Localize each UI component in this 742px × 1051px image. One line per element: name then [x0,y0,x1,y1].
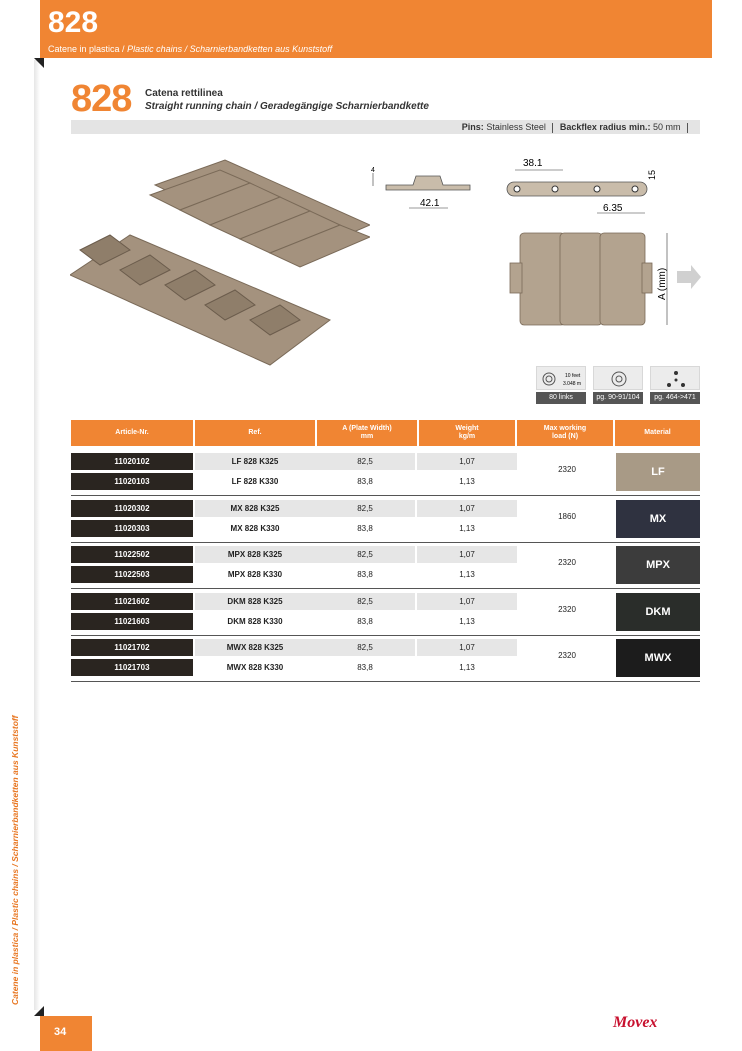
reference: MWX 828 K325 [195,639,315,656]
plate-width: 83,8 [357,570,373,579]
group-divider [71,681,700,682]
pins-value: Stainless Steel [486,122,546,132]
top-view-drawing [505,155,665,220]
header-subtitle-it: Catene in plastica / [48,44,125,54]
plate-width: 83,8 [357,663,373,672]
max-load: 1860 [558,511,576,521]
plate-width: 82,5 [315,546,415,563]
sprocket-icon [593,366,643,390]
dim-thickness: 15 [647,169,657,180]
group-divider [71,588,700,589]
product-subtitle: Straight running chain / Geradegängige Scharnierbandkette [145,101,429,112]
material-swatch: LF [616,453,700,491]
accessories-icon [650,366,700,390]
plate-width: 82,5 [315,639,415,656]
material-swatch: DKM [616,593,700,631]
spec-bar [71,120,700,134]
weight: 1,13 [459,523,475,533]
material-swatch: MPX [616,546,700,584]
group-divider [71,495,700,496]
chain-image [70,155,370,375]
header-number: 828 [48,6,99,39]
table-row [71,520,700,538]
dim-pitch: 38.1 [523,158,543,169]
article-number: 11020102 [71,453,193,470]
article-number: 11022502 [71,546,193,563]
plate-width: 82,5 [315,500,415,517]
plate-width: 83,8 [357,477,373,486]
spec-separator [552,123,553,133]
weight: 1,07 [417,500,517,517]
plate-drawing [505,225,705,330]
product-number: 828 [71,78,132,120]
th-material: Material [615,420,700,446]
max-load: 2320 [558,604,576,614]
reference: LF 828 K325 [195,453,315,470]
reference: LF 828 K330 [231,477,279,486]
material-swatch: MX [616,500,700,538]
weight: 1,07 [417,639,517,656]
article-number: 11021703 [71,659,193,676]
plate-width: 82,5 [315,593,415,610]
icon-row [536,366,702,406]
weight: 1,07 [417,593,517,610]
footer-corner [34,1006,44,1016]
reference: MPX 828 K325 [195,546,315,563]
article-number: 11020303 [71,520,193,537]
roll-label: 80 links [536,392,586,404]
header-subtitle-rest: Plastic chains / Scharnierbandketten aus Kunststoff [127,44,333,54]
plate-width: 83,8 [357,616,373,626]
group-divider [71,542,700,543]
reference: MX 828 K325 [195,500,315,517]
reference: DKM 828 K330 [227,616,283,626]
roll-text-2: 3.048 m [563,381,582,387]
max-load: 2320 [558,558,576,567]
article-number: 11020302 [71,500,193,517]
th-max-load: Max working load (N) [517,420,613,446]
group-divider [71,635,700,636]
weight: 1,07 [417,546,517,563]
th-article: Article-Nr. [71,420,193,446]
weight: 1,07 [417,453,517,470]
article-number: 11021602 [71,593,193,610]
dim-width: 42.1 [420,198,440,209]
reference: MX 828 K330 [230,523,280,533]
max-load: 2320 [558,651,576,660]
article-number: 11020103 [71,473,193,490]
dim-a: A (mm) [657,267,668,300]
accessories-label: pg. 464->471 [650,392,700,404]
movex-logo: Movex [613,1014,658,1031]
roll-icon [536,366,586,390]
backflex-value: 50 mm [652,122,681,132]
dim-height: 4 [371,167,375,174]
product-title: Catena rettilinea [145,88,223,99]
table-row [71,613,700,631]
reference: MPX 828 K330 [227,570,283,579]
sprocket-label: pg. 90-91/104 [593,392,643,404]
table-row [71,473,700,491]
plate-width: 83,8 [357,523,373,533]
article-number: 11021603 [71,613,193,630]
weight: 1,13 [459,663,475,672]
reference: DKM 828 K325 [195,593,315,610]
max-load: 2320 [558,465,576,474]
header-subtitle [48,44,332,54]
th-ref: Ref. [195,420,315,446]
article-number: 11022503 [71,566,193,583]
page-number: 34 [40,1016,92,1051]
weight: 1,13 [459,477,475,486]
roll-text-1: 10 feet [565,373,581,379]
dim-pin: 6.35 [603,203,623,214]
table-row [71,659,700,677]
th-weight: Weight kg/m [419,420,515,446]
side-profile-drawing [368,158,488,218]
plate-width: 82,5 [315,453,415,470]
article-number: 11021702 [71,639,193,656]
pins-label: Pins: [461,122,484,132]
sidebar [0,0,40,1051]
sidebar-text: Catene in plastica / Plastic chains / Scharnierbandketten aus Kunststoff [10,715,20,1005]
th-plate-width: A (Plate Width) mm [317,420,417,446]
material-swatch: MWX [616,639,700,677]
weight: 1,13 [459,570,475,579]
sidebar-shade [34,60,40,1010]
backflex-label: Backflex radius min.: [559,122,651,132]
table-row [71,566,700,584]
header-corner [34,58,44,68]
spec-separator-end [687,123,688,133]
weight: 1,13 [459,616,475,626]
reference: MWX 828 K330 [226,663,284,672]
